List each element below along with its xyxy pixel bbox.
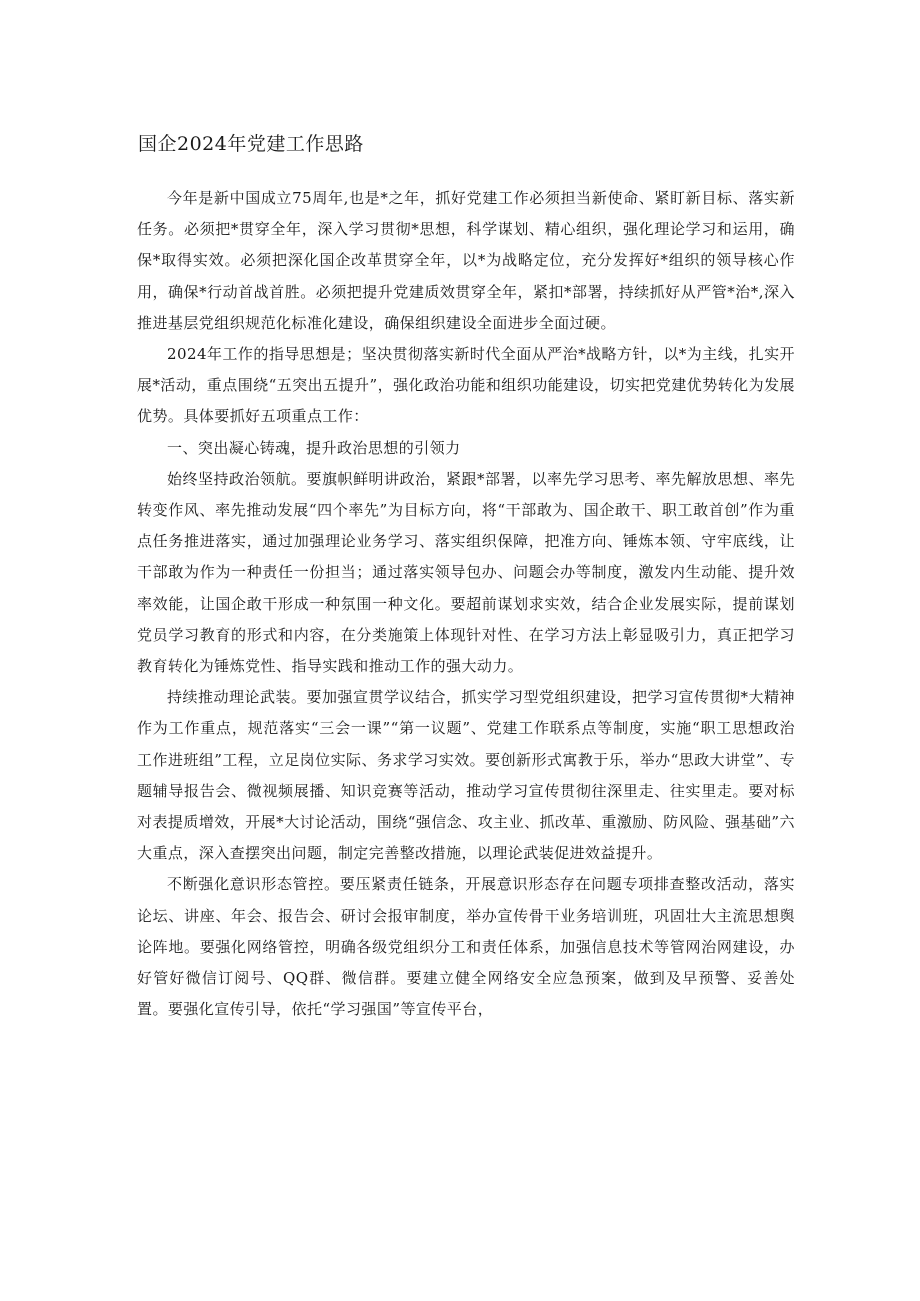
document-body — [137, 183, 795, 1025]
paragraph-theory-arming: 持续推动理论武装。要加强宣贯学议结合，抓实学习型党组织建设，把学习宣传贯彻*大精神作为工作重点，规范落实“三会一课”“第一议题”、党建工作联系点等制度，实施“职工思想政治工作进班组”工程，立足岗位实际、务求学习实效。要创新形式寓教于乐，举办“思政大讲堂”、专题辅导报告会、微视频展播、知识竞赛等活动，推动学习宣传贯彻往深里走、往实里走。要对标对表提质增效，开展*大讨论活动，围绕“强信念、攻主业、抓改革、重激励、防风险、强基础”六大重点，深入查摆突出问题，制定完善整改措施，以理论武装促进效益提升。 — [137, 688, 795, 863]
paragraph-guiding-thought: 2024年工作的指导思想是；坚决贯彻落实新时代全面从严治*战略方针，以*为主线，扎实开展*活动，重点围绕“五突出五提升”，强化政治功能和组织功能建设，切实把党建优势转化为发展优势。具体要抓好五项重点工作： — [137, 345, 795, 426]
paragraph-ideology-control: 不断强化意识形态管控。要压紧责任链条，开展意识形态存在问题专项排查整改活动，落实论坛、讲座、年会、报告会、研讨会报审制度，举办宣传骨干业务培训班，巩固壮大主流思想舆论阵地。要强化网络管控，明确各级党组织分工和责任体系，加强信息技术等管网治网建设，办好管好微信订阅号、QQ群、微信群。要建立健全网络安全应急预案，做到及早预警、妥善处置。要强化宣传引导，依托“学习强国”等宣传平台， — [137, 875, 795, 1019]
document-title: 国企2024年党建工作思路 — [138, 133, 364, 155]
paragraph-political-leadership: 始终坚持政治领航。要旗帜鲜明讲政治，紧跟*部署，以率先学习思考、率先解放思想、率先转变作风、率先推动发展“四个率先”为目标方向，将“干部敢为、国企敢干、职工敢首创”作为重点任务推进落实，通过加强理论业务学习、落实组织保障，把准方向、锤炼本领、守牢底线，让干部敢为作为一种责任一份担当；通过落实领导包办、问题会办等制度，激发内生动能、提升效率效能，让国企敢干形成一种氛围一种文化。要超前谋划求实效，结合企业发展实际，提前谋划党员学习教育的形式和内容，在分类施策上体现针对性、在学习方法上彰显吸引力，真正把学习教育转化为锤炼党性、指导实践和推动工作的强大动力。 — [137, 469, 795, 676]
section-heading-1: 一、突出凝心铸魂，提升政治思想的引领力 — [167, 438, 461, 457]
paragraph-intro: 今年是新中国成立75周年,也是*之年，抓好党建工作必须担当新使命、紧盯新目标、落实新任务。必须把*贯穿全年，深入学习贯彻*思想，科学谋划、精心组织，强化理论学习和运用，确保*取得实效。必须把深化国企改革贯穿全年，以*为战略定位，充分发挥好*组织的领导核心作用，确保*行动首战首胜。必须把提升党建质效贯穿全年，紧扣*部署，持续抓好从严管*治*,深入推进基层党组织规范化标准化建设，确保组织建设全面进步全面过硬。 — [137, 189, 795, 332]
